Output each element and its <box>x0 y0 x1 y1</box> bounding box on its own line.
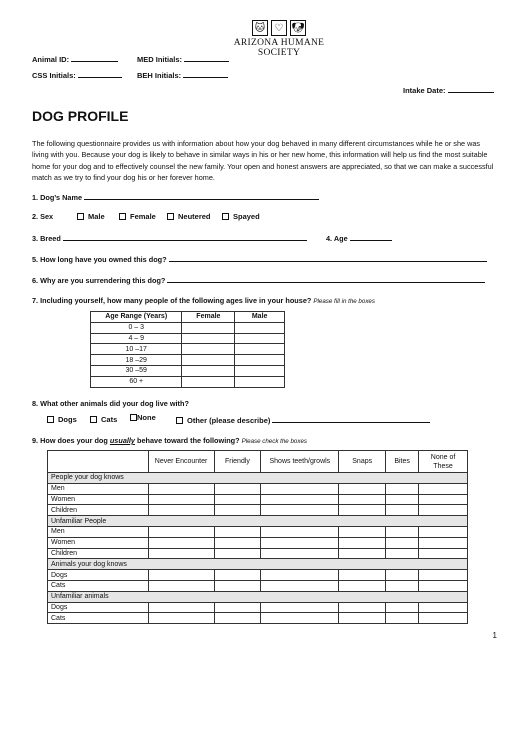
age-row <box>91 376 285 387</box>
behavior-check-cell[interactable] <box>419 580 468 591</box>
row-label: Dogs <box>48 602 149 613</box>
age-range-label: 4 – 9 <box>91 333 182 344</box>
checkbox[interactable] <box>90 416 97 423</box>
behavior-check-cell[interactable] <box>261 483 339 494</box>
behavior-check-cell[interactable] <box>386 613 419 624</box>
male-cell[interactable] <box>235 344 285 355</box>
behavior-check-cell[interactable] <box>261 613 339 624</box>
behavior-check-cell[interactable] <box>386 526 419 537</box>
behavior-check-cell[interactable] <box>214 570 261 581</box>
checkbox[interactable] <box>222 213 229 220</box>
behavior-header: None of These <box>419 451 468 473</box>
group-label: Animals your dog knows <box>48 559 468 570</box>
age-range-label: 30 –59 <box>91 365 182 376</box>
age-row <box>91 344 285 355</box>
age-row <box>91 365 285 376</box>
table-row <box>48 613 468 624</box>
sex-neutered-option[interactable]: Neutered <box>167 212 211 221</box>
age-row <box>91 322 285 333</box>
row-label: Cats <box>48 580 149 591</box>
behavior-check-cell[interactable] <box>214 537 261 548</box>
table-row <box>48 505 468 516</box>
male-header: Male <box>235 312 285 323</box>
group-label: People your dog knows <box>48 473 468 484</box>
intake-date-field[interactable]: Intake Date: <box>403 85 494 95</box>
behavior-check-cell[interactable] <box>419 602 468 613</box>
behavior-check-cell[interactable] <box>214 483 261 494</box>
behavior-check-cell[interactable] <box>339 570 386 581</box>
table-row <box>48 537 468 548</box>
group-row <box>48 473 468 484</box>
css-initials-field[interactable]: CSS Initials: <box>32 70 122 80</box>
behavior-check-cell[interactable] <box>419 483 468 494</box>
behavior-check-cell[interactable] <box>339 580 386 591</box>
sex-male-option[interactable]: Male <box>77 212 105 221</box>
age-range-header: Age Range (Years) <box>91 312 182 323</box>
behavior-check-cell[interactable] <box>339 537 386 548</box>
behavior-check-cell[interactable] <box>386 580 419 591</box>
animal-id-field[interactable]: Animal ID: <box>32 54 118 64</box>
male-cell[interactable] <box>235 355 285 366</box>
behavior-check-cell[interactable] <box>214 494 261 505</box>
question-dog-name[interactable]: 1. Dog’s Name <box>32 192 319 202</box>
behavior-header <box>48 451 149 473</box>
female-cell[interactable] <box>182 344 235 355</box>
row-label: Men <box>48 526 149 537</box>
female-cell[interactable] <box>182 322 235 333</box>
checkbox[interactable] <box>130 414 137 421</box>
male-cell[interactable] <box>235 333 285 344</box>
behavior-check-cell[interactable] <box>339 613 386 624</box>
page-number: 1 <box>492 631 497 640</box>
behavior-check-cell[interactable] <box>339 526 386 537</box>
behavior-check-cell[interactable] <box>148 505 214 516</box>
question-breed[interactable]: 3. Breed <box>32 233 307 243</box>
table-row <box>48 580 468 591</box>
behavior-check-cell[interactable] <box>386 483 419 494</box>
behavior-check-cell[interactable] <box>148 537 214 548</box>
male-cell[interactable] <box>235 322 285 333</box>
intro-paragraph: The following questionnaire provides us with information about how your dog behaved in many different circumstances while he or she was living with you. Because your dog is likely to behave in similar ways in his or her new home, this information will help us find the most suitable home for your dog and to effectively counsel the new family. Your open and honest answers are appreciated, so that we can make a successful match as we try to find your dog his or her forever home. <box>32 139 494 182</box>
question-other-animals: 8. What other animals did your dog live with? <box>32 399 189 408</box>
behavior-check-cell[interactable] <box>214 505 261 516</box>
behavior-check-cell[interactable] <box>419 537 468 548</box>
behavior-check-cell[interactable] <box>261 526 339 537</box>
behavior-check-cell[interactable] <box>261 580 339 591</box>
behavior-header: Friendly <box>214 451 261 473</box>
female-header: Female <box>182 312 235 323</box>
page-title: DOG PROFILE <box>32 108 129 124</box>
behavior-check-cell[interactable] <box>214 613 261 624</box>
behavior-check-cell[interactable] <box>419 548 468 559</box>
animals-cats-option[interactable]: Cats <box>90 415 117 424</box>
behavior-check-cell[interactable] <box>261 537 339 548</box>
sex-spayed-option[interactable]: Spayed <box>222 212 260 221</box>
heart-icon: ♡ <box>271 20 287 36</box>
behavior-check-cell[interactable] <box>148 613 214 624</box>
behavior-check-cell[interactable] <box>339 548 386 559</box>
table-row <box>48 494 468 505</box>
behavior-check-cell[interactable] <box>419 505 468 516</box>
row-label: Children <box>48 548 149 559</box>
behavior-check-cell[interactable] <box>261 505 339 516</box>
question-household-ages: 7. Including yourself, how many people of the following ages live in your house? Please fill in the boxes <box>32 296 375 305</box>
row-label: Children <box>48 505 149 516</box>
behavior-header: Bites <box>386 451 419 473</box>
group-label: Unfamiliar People <box>48 516 468 527</box>
behavior-check-cell[interactable] <box>261 494 339 505</box>
behavior-check-cell[interactable] <box>214 602 261 613</box>
table-row <box>48 602 468 613</box>
question-sex: 2. Sex <box>32 212 54 221</box>
behavior-check-cell[interactable] <box>148 602 214 613</box>
org-name: ARIZONA HUMANE SOCIETY <box>233 38 325 58</box>
behavior-check-cell[interactable] <box>148 483 214 494</box>
row-label: Women <box>48 494 149 505</box>
behavior-check-cell[interactable] <box>261 602 339 613</box>
table-row <box>48 483 468 494</box>
behavior-check-cell[interactable] <box>339 602 386 613</box>
behavior-check-cell[interactable] <box>419 570 468 581</box>
behavior-check-cell[interactable] <box>261 570 339 581</box>
male-cell[interactable] <box>235 376 285 387</box>
behavior-check-cell[interactable] <box>214 580 261 591</box>
table-row <box>48 570 468 581</box>
behavior-header: Shows teeth/growls <box>261 451 339 473</box>
behavior-check-cell[interactable] <box>419 613 468 624</box>
female-cell[interactable] <box>182 333 235 344</box>
behavior-check-cell[interactable] <box>148 526 214 537</box>
female-cell[interactable] <box>182 355 235 366</box>
behavior-header: Never Encounter <box>148 451 214 473</box>
group-row <box>48 559 468 570</box>
question-surrender-reason[interactable]: 6. Why are you surrendering this dog? <box>32 275 485 285</box>
behavior-check-cell[interactable] <box>148 570 214 581</box>
behavior-check-cell[interactable] <box>386 570 419 581</box>
age-range-table <box>90 311 285 388</box>
checkbox[interactable] <box>167 213 174 220</box>
group-row <box>48 516 468 527</box>
behavior-check-cell[interactable] <box>148 548 214 559</box>
group-row <box>48 591 468 602</box>
behavior-table <box>47 450 468 624</box>
animals-other-option[interactable]: Other (please describe) <box>176 415 430 425</box>
question-owned-duration[interactable]: 5. How long have you owned this dog? <box>32 254 487 264</box>
behavior-check-cell[interactable] <box>148 580 214 591</box>
question-age[interactable]: 4. Age <box>326 233 392 243</box>
behavior-check-cell[interactable] <box>386 505 419 516</box>
age-range-label: 18 –29 <box>91 355 182 366</box>
row-label: Dogs <box>48 570 149 581</box>
beh-initials-field[interactable]: BEH Initials: <box>137 70 228 80</box>
age-range-label: 60 + <box>91 376 182 387</box>
org-logo <box>224 20 334 58</box>
checkbox[interactable] <box>47 416 54 423</box>
animals-none-option[interactable]: None <box>130 413 156 422</box>
group-label: Unfamiliar animals <box>48 591 468 602</box>
age-row <box>91 333 285 344</box>
sex-female-option[interactable]: Female <box>119 212 156 221</box>
cat-icon: 🐱︎ <box>252 20 268 36</box>
behavior-check-cell[interactable] <box>214 526 261 537</box>
table-row <box>48 548 468 559</box>
female-cell[interactable] <box>182 376 235 387</box>
behavior-check-cell[interactable] <box>386 602 419 613</box>
behavior-header: Snaps <box>339 451 386 473</box>
behavior-check-cell[interactable] <box>214 548 261 559</box>
question-behavior: 9. How does your dog usually behave toward the following? Please check the boxes <box>32 436 307 445</box>
age-range-label: 10 –17 <box>91 344 182 355</box>
behavior-check-cell[interactable] <box>261 548 339 559</box>
table-row <box>48 526 468 537</box>
animals-dogs-option[interactable]: Dogs <box>47 415 77 424</box>
behavior-check-cell[interactable] <box>386 548 419 559</box>
checkbox[interactable] <box>77 213 84 220</box>
med-initials-field[interactable]: MED Initials: <box>137 54 229 64</box>
behavior-check-cell[interactable] <box>339 494 386 505</box>
checkbox[interactable] <box>176 417 183 424</box>
age-range-label: 0 – 3 <box>91 322 182 333</box>
row-label: Women <box>48 537 149 548</box>
behavior-check-cell[interactable] <box>386 537 419 548</box>
dog-icon: 🐶︎ <box>290 20 306 36</box>
behavior-check-cell[interactable] <box>339 483 386 494</box>
behavior-check-cell[interactable] <box>419 526 468 537</box>
behavior-check-cell[interactable] <box>339 505 386 516</box>
behavior-check-cell[interactable] <box>419 494 468 505</box>
female-cell[interactable] <box>182 365 235 376</box>
behavior-check-cell[interactable] <box>386 494 419 505</box>
row-label: Men <box>48 483 149 494</box>
row-label: Cats <box>48 613 149 624</box>
behavior-check-cell[interactable] <box>148 494 214 505</box>
male-cell[interactable] <box>235 365 285 376</box>
checkbox[interactable] <box>119 213 126 220</box>
age-row <box>91 355 285 366</box>
